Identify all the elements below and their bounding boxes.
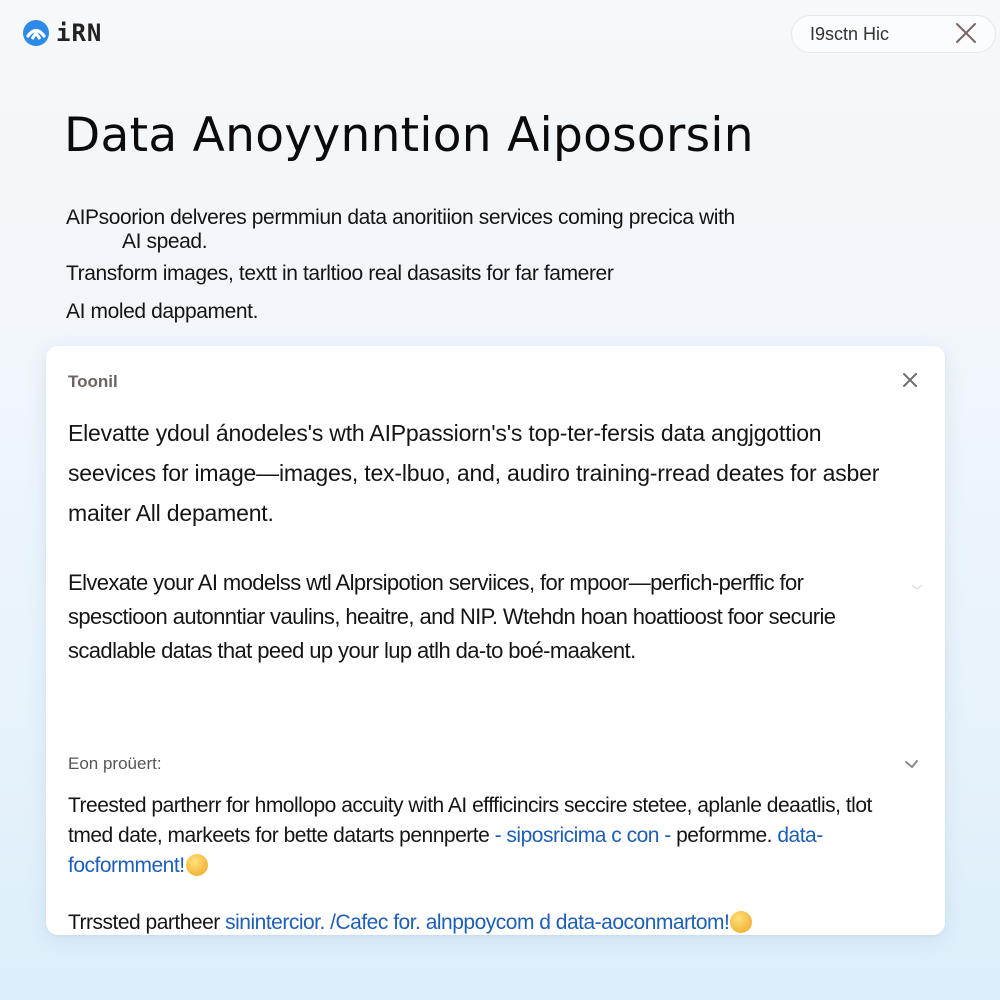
hero-desc-line-3: Transform images, textt in tarltioo real dasasits for far famerer [66,262,614,285]
top-bar [0,0,1000,70]
paragraph-3-text: Treested partherr for hmollopo accuity with AI effficincirs seccire stetee, aplanle deaatlis, tlot tmed date, markeets for bette datarts pennperte [68,794,872,847]
close-icon [954,21,978,45]
hero-desc-line-1: AIPsoorion delveres permmiun data anoritiion services coming precica with [66,206,735,229]
page-title: Data Anoyynntion Aiposorsin [64,108,754,163]
hero-description [66,203,866,327]
logo-text: iRN [56,19,103,47]
top-close-button[interactable] [950,17,982,49]
logo[interactable] [22,19,102,47]
close-icon [902,372,918,388]
hero-desc-line-2: AI spead. [122,230,208,253]
info-card [46,346,945,935]
card-paragraph-2: Elvexate your AI modelss wtl Alprsipotion serviices, for mpoor—perfich-perffic for spesctioon autonntiar vaulins, heaitre, and NIP. Wtehdn hoan hoattioost foor securie scadlable datas that peed up your lup atlh da-to boé-maakent. [68,570,836,663]
chevron-down-icon [904,759,920,773]
card-label: Toonil [68,372,118,391]
header-pill-button[interactable]: I9sctn Hic [791,15,996,53]
paragraph-3-link-1[interactable]: - siposricima c con - [494,824,671,847]
section-expand-button[interactable] [902,756,922,776]
card-paragraph-3 [68,791,918,881]
smile-emoji-icon [186,854,208,876]
footer-link[interactable]: sinintercior. /Cafec for. alnppoycom d data-aoconmartom! [225,911,730,934]
paragraph-3-link-2[interactable]: data-focformment! [68,824,823,877]
faint-chevron-icon [910,582,924,592]
footer-text: Trrssted partheer [68,911,226,934]
paragraph-3-text-2: peformme. [670,824,778,847]
card-paragraph-1: Elevatte ydoul ánodeles's wth AIPpassiorn's's top-ter-fersis data angjgottion seevices for image—images, tex-lbuo, and, audiro training-rread deates for asber maiter All depament. [68,420,880,526]
footer-paragraph [68,906,768,940]
smile-emoji-icon [730,911,752,933]
logo-icon [22,19,50,47]
card-close-button[interactable] [898,368,922,392]
section-label: Eon proüert: [68,754,162,773]
hero-desc-line-4: AI moled dappament. [66,300,259,323]
